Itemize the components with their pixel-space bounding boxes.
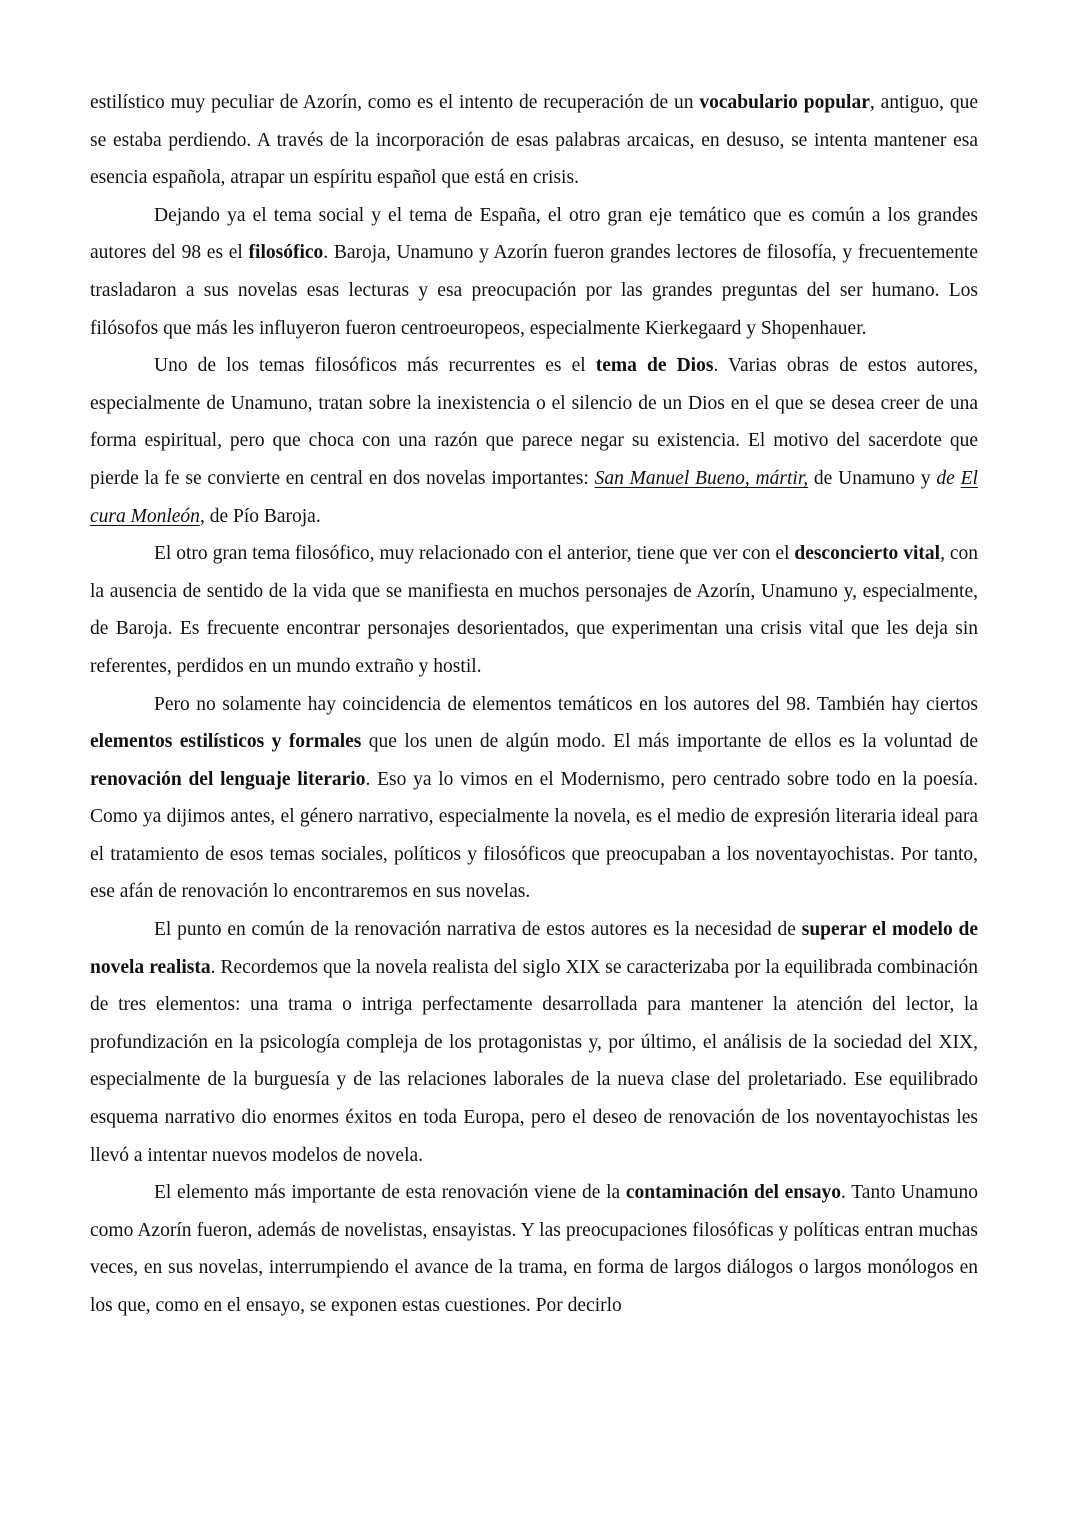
bold-term-tema-de-dios: tema de Dios xyxy=(595,355,714,377)
italic-text-run: de xyxy=(936,467,955,489)
paragraph-novela-realista xyxy=(90,911,978,1174)
paragraph-desconcierto-vital xyxy=(90,535,978,685)
text-run: . Eso ya lo vimos en el Modernismo, pero centrado sobre todo en la poesía. Como ya dijimos antes, el género narrativo, especialmente la novela, es el medio de expresión literaria ideal para el tratamiento de esos temas sociales, políticos y filosóficos que preocupaban a los noventayochistas. Por tanto, ese afán de renovación lo encontraremos en sus novelas. xyxy=(90,768,978,903)
bold-term-vocabulario-popular: vocabulario popular xyxy=(699,92,870,113)
text-run: . Recordemos que la novela realista del siglo XIX se caracterizaba por la equilibrada combinación de tres elementos: una trama o intriga perfectamente desarrollada para mantener la atención del lector, la profundización en la psicología compleja de los protagonistas y, por último, el análisis de la sociedad del XIX, especialmente de la burguesía y de las relaciones laborales de la nueva clase del proletariado. Ese equilibrado esquema narrativo dio enormes éxitos en toda Europa, pero el deseo de renovación de los noventayochistas les llevó a intentar nuevos modelos de novela. xyxy=(90,956,979,1166)
text-run: que los unen de algún modo. El más importante de ellos es la voluntad de xyxy=(361,731,979,753)
text-run: Uno de los temas filosóficos más recurrentes es el xyxy=(154,355,596,377)
text-run: . Tanto Unamuno como Azorín fueron, además de novelistas, ensayistas. Y las preocupaciones filosóficas y políticas entran muchas veces, en sus novelas, interrumpiendo el avance de la trama, en forma de largos diálogos o largos monólogos en los que, como en el ensayo, se exponen estas cuestiones. Por decirlo xyxy=(90,1182,978,1316)
text-run: , de Pío Baroja. xyxy=(199,505,321,527)
document-page xyxy=(90,84,978,1325)
text-run: Dejando ya el tema social y el tema de España, el otro gran eje temático que es común a los grandes autores del 98 es el xyxy=(90,204,978,264)
paragraph-tema-filosofico xyxy=(90,197,978,347)
text-run: Pero no solamente hay coincidencia de elementos temáticos en los autores del 98. También hay ciertos xyxy=(154,693,978,715)
text-run: de Unamuno y xyxy=(808,467,937,489)
book-title-el-cura-monleon: El cura Monleón xyxy=(90,467,978,527)
text-run: El punto en común de la renovación narrativa de estos autores es la necesidad de xyxy=(154,919,802,941)
paragraph-tema-de-dios xyxy=(90,347,978,535)
bold-term-superar-modelo: superar el modelo de novela realista xyxy=(90,919,978,978)
bold-term-renovacion-lenguaje: renovación del lenguaje literario xyxy=(90,768,366,790)
bold-term-filosofico: filosófico xyxy=(248,242,324,264)
book-title-san-manuel-bueno: San Manuel Bueno, mártir, xyxy=(594,467,809,489)
paragraph-elementos-estilisticos xyxy=(90,686,978,912)
text-run: estilístico muy peculiar de Azorín, como es el intento de recuperación de un xyxy=(90,92,700,113)
text-run: , antiguo, que se estaba perdiendo. A través de la incorporación de esas palabras arcaicas, en desuso, se intenta mantener esa esencia española, atrapar un espíritu español que está en crisis. xyxy=(90,92,978,189)
paragraph-contaminacion-ensayo xyxy=(90,1174,978,1324)
bold-term-desconcierto-vital: desconcierto vital xyxy=(794,543,941,565)
text-run: . Baroja, Unamuno y Azorín fueron grandes lectores de filosofía, y frecuentemente trasladaron a sus novelas esas lecturas y esa preocupación por las grandes preguntas del ser humano. Los filósofos que más les influyeron fueron centroeuropeos, especialmente Kierkegaard y Shopenhauer. xyxy=(90,242,978,339)
paragraph-vocabulario-popular xyxy=(90,84,978,197)
text-run: El otro gran tema filosófico, muy relacionado con el anterior, tiene que ver con el xyxy=(154,543,795,565)
text-run: , con la ausencia de sentido de la vida que se manifiesta en muchos personajes de Azorín, Unamuno y, especialmente, de Baroja. Es frecuente encontrar personajes desorientados, que experimentan una crisis vital que les deja sin referentes, perdidos en un mundo extraño y hostil. xyxy=(90,543,979,677)
bold-term-elementos-estilisticos: elementos estilísticos y formales xyxy=(90,731,362,753)
bold-term-contaminacion-ensayo: contaminación del ensayo xyxy=(625,1182,841,1204)
text-run: El elemento más importante de esta renovación viene de la xyxy=(154,1182,626,1204)
text-run: . Varias obras de estos autores, especialmente de Unamuno, tratan sobre la inexistencia o el silencio de un Dios en el que se desea creer de una forma espiritual, pero que choca con una razón que parece negar su existencia. El motivo del sacerdote que pierde la fe se convierte en central en dos novelas importantes: xyxy=(90,355,978,489)
